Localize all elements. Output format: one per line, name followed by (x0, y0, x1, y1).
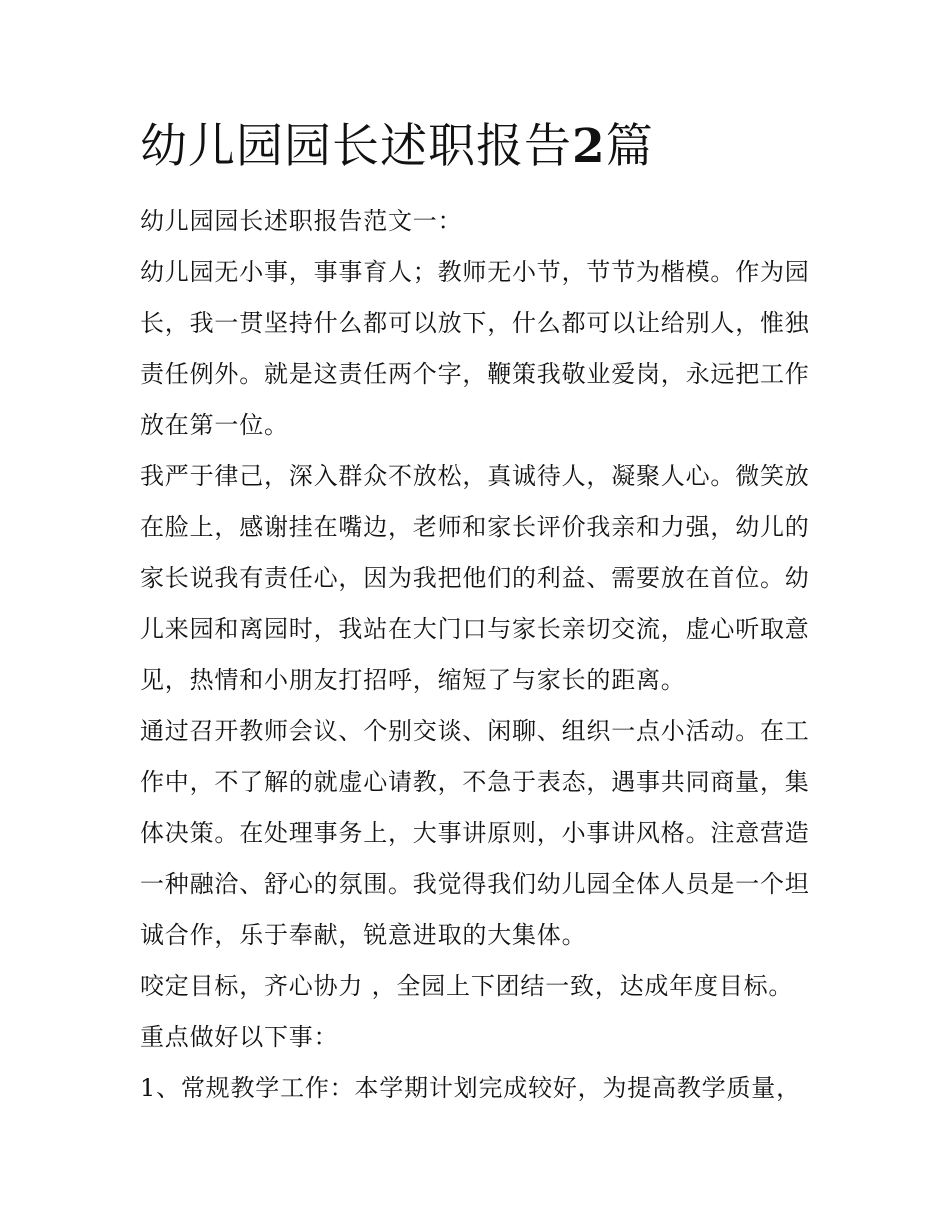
body-line: 1、常规教学工作：本学期计划完成较好，为提高教学质量， (140, 1074, 801, 1102)
body-line: 在脸上，感谢挂在嘴边，老师和家长评价我亲和力强，幼儿的 (140, 513, 810, 541)
body-line: 幼儿园无小事，事事育人；教师无小节，节节为楷模。作为园 (140, 258, 810, 286)
body-line: 责任例外。就是这责任两个字，鞭策我敬业爱岗，永远把工作 (140, 360, 810, 388)
body-line: 家长说我有责任心，因为我把他们的利益、需要放在首位。幼 (140, 564, 810, 592)
title-suffix: 篇 (605, 119, 654, 174)
body-line: 放在第一位。 (140, 411, 289, 439)
title-number: 2 (572, 119, 606, 174)
body-line: 作中，不了解的就虚心请教，不急于表态，遇事共同商量，集 (140, 768, 810, 796)
title-prefix: 幼儿园园长述职报告 (140, 119, 572, 174)
body-line: 咬定目标，齐心协力 ，全园上下团结一致，达成年度目标。 (140, 972, 794, 1000)
body-line: 长，我一贯坚持什么都可以放下，什么都可以让给别人，惟独 (140, 309, 810, 337)
body-line: 诚合作，乐于奉献，锐意进取的大集体。 (140, 921, 587, 949)
body-line: 体决策。在处理事务上，大事讲原则，小事讲风格。注意营造 (140, 819, 810, 847)
body-line: 儿来园和离园时，我站在大门口与家长亲切交流，虚心听取意 (140, 615, 810, 643)
subheading-line: 幼儿园园长述职报告范文一： (140, 207, 463, 235)
body-line: 通过召开教师会议、个别交谈、闲聊、组织一点小活动。在工 (140, 717, 810, 745)
document-title (140, 117, 820, 177)
body-line: 我严于律己，深入群众不放松，真诚待人，凝聚人心。微笑放 (140, 462, 810, 490)
body-line: 见，热情和小朋友打招呼，缩短了与家长的距离。 (140, 666, 686, 694)
body-line: 一种融洽、舒心的氛围。我觉得我们幼儿园全体人员是一个坦 (140, 870, 810, 898)
body-line: 重点做好以下事： (140, 1023, 339, 1051)
